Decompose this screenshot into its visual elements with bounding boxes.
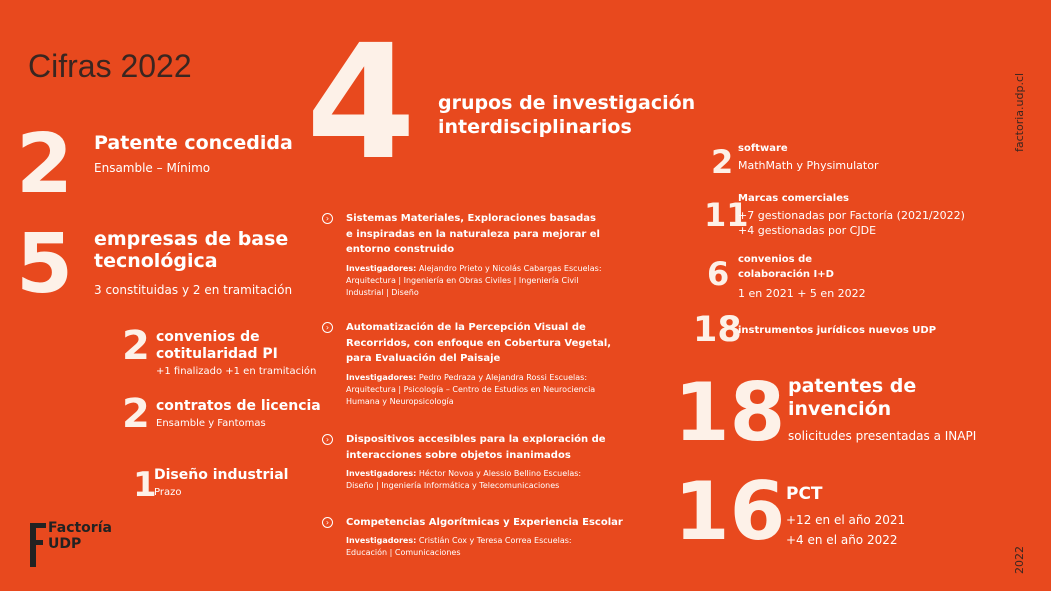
project-item <box>322 432 652 493</box>
project-researchers <box>346 372 652 409</box>
schools-line: Educación | Comunicaciones <box>346 547 461 557</box>
software-number: 2 <box>711 143 734 181</box>
patentes-subtitle: solicitudes presentadas a INAPI <box>788 429 977 443</box>
convenios-id-title <box>738 253 834 282</box>
empresas-title-line-2: tecnológica <box>94 250 218 273</box>
instrumentos-title: instrumentos jurídicos nuevos UDP <box>738 325 937 336</box>
patente-number: 2 <box>16 117 74 212</box>
convenios-title <box>156 329 278 362</box>
project-title <box>346 432 652 463</box>
convenios-title-line-1: convenios de <box>156 329 260 345</box>
convenios-title-line-2: cotitularidad PI <box>156 345 278 362</box>
logo-text <box>48 520 112 552</box>
instrumentos-number: 18 <box>693 310 742 350</box>
convenios-id-subtitle: 1 en 2021 + 5 en 2022 <box>738 287 866 300</box>
researchers-names: Cristián Cox y Teresa Correa Escuelas: <box>416 535 572 545</box>
grupos-title <box>438 92 695 140</box>
logo-line-2: UDP <box>48 536 82 552</box>
project-researchers <box>346 263 652 300</box>
project-item <box>322 320 652 409</box>
diseno-number: 1 <box>133 465 157 505</box>
researchers-names: Héctor Novoa y Alessio Bellino Escuelas: <box>416 469 582 478</box>
project-title <box>346 515 652 531</box>
contratos-title: contratos de licencia <box>156 398 321 414</box>
arrow-circle-icon: › <box>322 517 333 528</box>
contratos-number: 2 <box>122 391 150 437</box>
project-title-line: para Evaluación del Paisaje <box>346 353 501 364</box>
schools-line: Industrial | Diseño <box>346 288 419 298</box>
software-subtitle: MathMath y Physimulator <box>738 159 879 172</box>
diseno-title: Diseño industrial <box>154 467 289 483</box>
pct-subtitle-line-2: +4 en el año 2022 <box>786 533 898 548</box>
marcas-subtitle-line-2: +4 gestionadas por CJDE <box>738 224 877 238</box>
pct-subtitle-line-1: +12 en el año 2021 <box>786 513 906 527</box>
project-title-line: Automatización de la Percepción Visual de <box>346 322 586 333</box>
researchers-label: Investigadores: <box>346 372 417 382</box>
empresas-number: 5 <box>16 217 74 312</box>
pct-number: 16 <box>674 465 786 558</box>
project-title-line: Competencias Algorítmicas y Experiencia Escolar <box>346 517 623 528</box>
project-title-line: Sistemas Materiales, Exploraciones basadas <box>346 213 596 224</box>
patentes-number: 18 <box>674 366 786 459</box>
project-title <box>346 320 652 367</box>
factoria-udp-logo <box>30 520 130 568</box>
schools-line: Diseño | Ingeniería Informática y Telecomunicaciones <box>346 481 560 491</box>
logo-line-1: Factoría <box>48 520 112 536</box>
grupos-title-line-1: grupos de investigación <box>438 92 696 114</box>
patente-subtitle: Ensamble – Mínimo <box>94 161 211 175</box>
project-title-line: Recorridos, con enfoque en Cobertura Vegetal, <box>346 337 612 349</box>
pct-subtitle <box>786 510 905 551</box>
empresas-subtitle: 3 constituidas y 2 en tramitación <box>94 283 293 297</box>
marcas-subtitle <box>738 208 965 239</box>
grupos-title-line-2: interdisciplinarios <box>438 115 632 138</box>
schools-line: Arquitectura | Ingeniería en Obras Civiles | Ingeniería Civil <box>346 275 579 285</box>
researchers-label: Investigadores: <box>346 535 417 545</box>
logo-mark-icon <box>30 520 48 568</box>
schools-line: Arquitectura | Psicología – Centro de Estudios en Neurociencia <box>346 384 596 394</box>
arrow-circle-icon: › <box>322 213 333 224</box>
convenios-id-title-line-1: convenios de <box>738 254 813 265</box>
diseno-subtitle: Prazo <box>154 487 182 498</box>
empresas-title <box>94 228 288 273</box>
marcas-subtitle-line-1: +7 gestionadas por Factoría (2021/2022) <box>738 209 965 222</box>
convenios-number: 2 <box>122 323 150 369</box>
patente-title: Patente concedida <box>94 132 293 154</box>
project-item <box>322 211 652 300</box>
convenios-id-number: 6 <box>707 255 730 293</box>
project-title <box>346 211 652 258</box>
project-researchers <box>346 468 652 493</box>
patentes-title-line-2: invención <box>788 398 892 421</box>
marcas-number: 11 <box>704 196 749 234</box>
marcas-title: Marcas comerciales <box>738 193 849 204</box>
convenios-id-title-line-2: colaboración I+D <box>738 268 834 280</box>
project-title-line: interacciones sobre objetos inanimados <box>346 449 571 461</box>
project-title-line: entorno construido <box>346 244 455 255</box>
project-researchers <box>346 535 652 560</box>
researchers-names: Pedro Pedraza y Alejandra Rossi Escuelas: <box>416 372 588 382</box>
side-year: 2022 <box>1013 546 1026 574</box>
schools-line: Humana y Neuropsicología <box>346 397 454 407</box>
project-title-line: e inspiradas en la naturaleza para mejorar el <box>346 228 600 240</box>
convenios-subtitle: +1 finalizado +1 en tramitación <box>156 366 317 377</box>
patentes-title-line-1: patentes de <box>788 375 917 397</box>
project-title-line: Dispositivos accesibles para la exploración de <box>346 434 606 445</box>
researchers-names: Alejandro Prieto y Nicolás Cabargas Escuelas: <box>416 263 602 273</box>
page-title: Cifras 2022 <box>28 48 192 84</box>
empresas-title-line-1: empresas de base <box>94 228 289 250</box>
project-item <box>322 515 652 559</box>
software-title: software <box>738 143 788 154</box>
arrow-circle-icon: › <box>322 434 333 445</box>
side-url: factoria.udp.cl <box>1013 72 1026 152</box>
researchers-label: Investigadores: <box>346 469 417 478</box>
pct-title: PCT <box>786 484 823 504</box>
patentes-title <box>788 375 916 421</box>
arrow-circle-icon: › <box>322 322 333 333</box>
researchers-label: Investigadores: <box>346 263 417 273</box>
contratos-subtitle: Ensamble y Fantomas <box>156 418 266 429</box>
grupos-number: 4 <box>306 11 416 195</box>
